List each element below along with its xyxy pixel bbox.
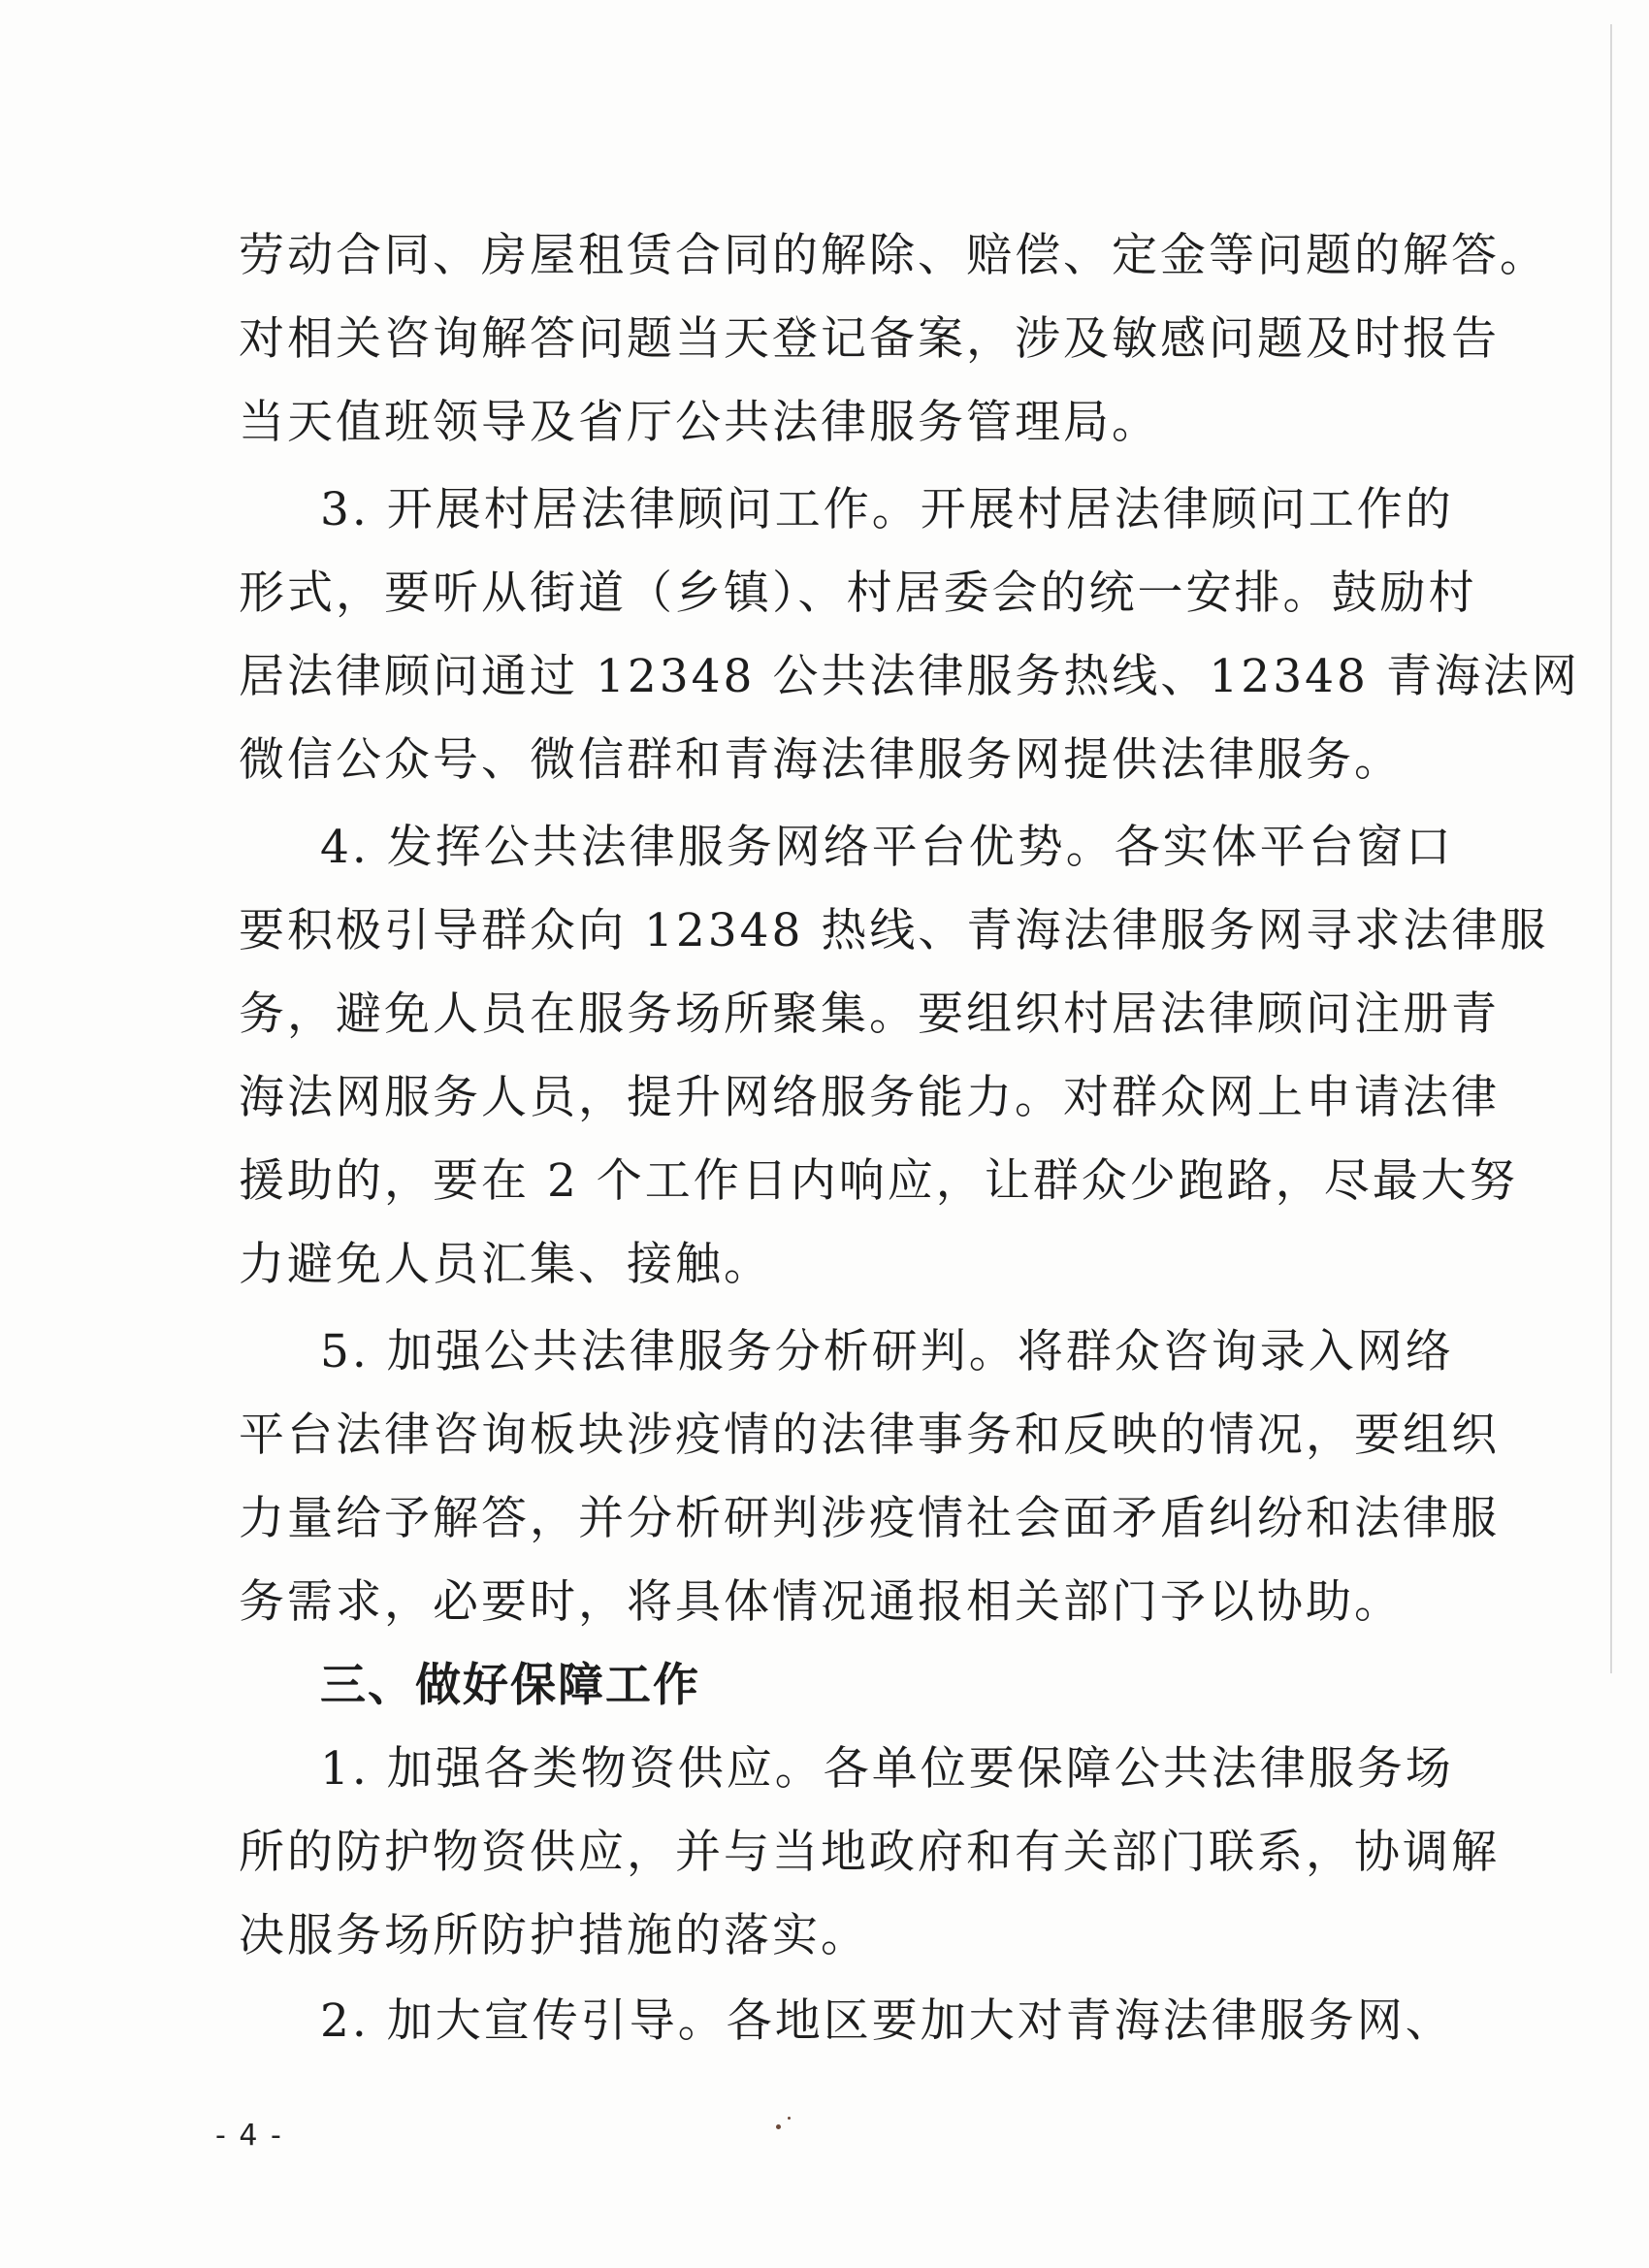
text-line-20: 所的防护物资供应，并与当地政府和有关部门联系，协调解 xyxy=(239,1826,1500,1879)
text-line-12: 援助的，要在 2 个工作日内响应，让群众少跑路，尽最大努 xyxy=(239,1154,1518,1208)
text-line-4: 3. 开展村居法律顾问工作。开展村居法律顾问工作的 xyxy=(320,483,1454,536)
text-line-10: 务，避免人员在服务场所聚集。要组织村居法律顾问注册青 xyxy=(239,988,1500,1041)
page-number: - 4 - xyxy=(215,2119,283,2153)
text-line-15: 平台法律咨询板块涉疫情的法律事务和反映的情况，要组织 xyxy=(239,1409,1500,1462)
text-line-16: 力量给予解答，并分析研判涉疫情社会面矛盾纠纷和法律服 xyxy=(239,1492,1500,1545)
text-line-8: 4. 发挥公共法律服务网络平台优势。各实体平台窗口 xyxy=(320,821,1454,874)
text-line-5: 形式，要听从街道（乡镇）、村居委会的统一安排。鼓励村 xyxy=(239,567,1477,620)
text-line-19: 1. 加强各类物资供应。各单位要保障公共法律服务场 xyxy=(320,1742,1454,1796)
text-line-14: 5. 加强公共法律服务分析研判。将群众咨询录入网络 xyxy=(320,1325,1454,1378)
text-line-1: 劳动合同、房屋租赁合同的解除、赔偿、定金等问题的解答。 xyxy=(239,229,1548,282)
text-line-13: 力避免人员汇集、接触。 xyxy=(239,1238,772,1291)
scan-edge-line xyxy=(1610,24,1612,1673)
text-line-6: 居法律顾问通过 12348 公共法律服务热线、12348 青海法网 xyxy=(239,650,1580,703)
text-line-7: 微信公众号、微信群和青海法律服务网提供法律服务。 xyxy=(239,733,1403,787)
scan-speck xyxy=(776,2124,781,2129)
section-heading: 三、做好保障工作 xyxy=(320,1659,700,1712)
text-line-3: 当天值班领导及省厅公共法律服务管理局。 xyxy=(239,396,1160,449)
scan-speck xyxy=(788,2117,791,2120)
text-line-9: 要积极引导群众向 12348 热线、青海法律服务网寻求法律服 xyxy=(239,904,1549,957)
text-line-11: 海法网服务人员，提升网络服务能力。对群众网上申请法律 xyxy=(239,1071,1500,1124)
text-line-2: 对相关咨询解答问题当天登记备案，涉及敏感问题及时报告 xyxy=(239,312,1500,366)
text-line-17: 务需求，必要时，将具体情况通报相关部门予以协助。 xyxy=(239,1575,1403,1629)
text-line-21: 决服务场所防护措施的落实。 xyxy=(239,1909,869,1962)
text-line-22: 2. 加大宣传引导。各地区要加大对青海法律服务网、 xyxy=(320,1994,1454,2048)
